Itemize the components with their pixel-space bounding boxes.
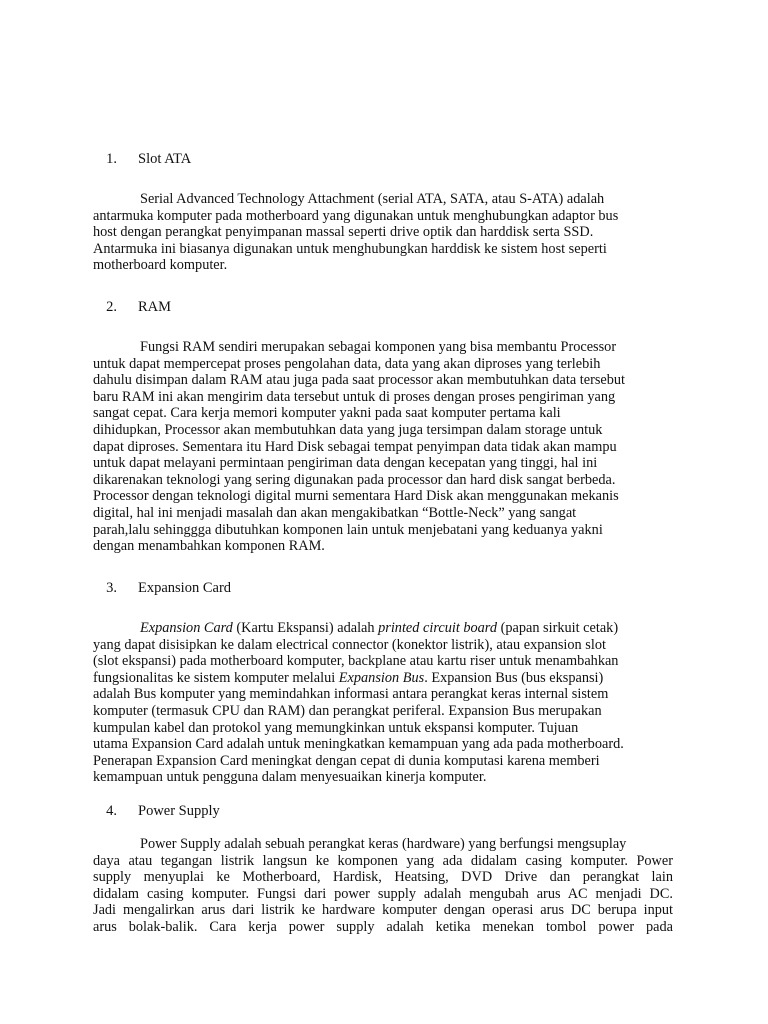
- text-line: utama Expansion Card adalah untuk meningkatkan kemampuan yang ada pada motherboard.: [93, 736, 624, 753]
- section-heading-expansion-card: [93, 580, 673, 597]
- italic-term: Expansion Card: [140, 620, 233, 636]
- section-heading-power-supply: [93, 803, 673, 820]
- text-line: Processor dengan teknologi digital murni sementara Hard Disk akan menggunakan mekanis: [93, 488, 619, 505]
- text-line: supply menyuplai ke Motherboard, Hardisk, Heatsing, DVD Drive dan perangkat lain: [93, 869, 673, 886]
- text-line: host dengan perangkat penyimpanan massal seperti drive optik dan harddisk serta SSD.: [93, 224, 594, 241]
- heading: [93, 580, 673, 597]
- heading-title: Expansion Card: [138, 580, 232, 596]
- paragraph-expansion-card: [93, 620, 624, 786]
- text-line: motherboard komputer.: [93, 257, 228, 274]
- text-line: antarmuka komputer pada motherboard yang digunakan untuk menghubungkan adaptor bus: [93, 207, 619, 224]
- text-line: yang dapat disisipkan ke dalam electrical connector (konektor listrik), atau expansion slot: [93, 636, 606, 653]
- text-line: Expansion Card (Kartu Ekspansi) adalah printed circuit board (papan sirkuit cetak): [140, 620, 619, 636]
- text-line: dikarenakan teknologi yang sering digunakan pada processor dan hard disk sangat berbeda.: [93, 471, 616, 488]
- text-line: didalam casing komputer. Fungsi dari power supply adalah mengubah arus AC menjadi DC.: [93, 885, 673, 902]
- text-line: dahulu disimpan dalam RAM atau juga pada saat processor akan membutuhkan data tersebut: [93, 372, 626, 389]
- list-number: 1.: [106, 151, 117, 167]
- list-number: 2.: [106, 299, 117, 315]
- text-line: baru RAM ini akan mengirim data tersebut untuk di proses dengan proses pengiriman yang: [93, 388, 616, 405]
- text-line: arus bolak-balik. Cara kerja power supply adalah ketika menekan tombol power pada: [93, 918, 673, 935]
- paragraph-slot-ata: [93, 191, 618, 274]
- text-line: adalah Bus komputer yang memindahkan informasi antara perangkat keras internal sistem: [93, 686, 609, 703]
- paragraph-ram: [93, 339, 625, 555]
- section-heading-ram: [93, 299, 673, 316]
- list-number: 3.: [106, 580, 117, 596]
- heading: [93, 299, 673, 316]
- text-line: Jadi mengalirkan arus dari listrik ke hardware komputer dengan operasi arus DC berupa input: [93, 902, 673, 919]
- text-line: fungsionalitas ke sistem komputer melalui Expansion Bus. Expansion Bus (bus ekspansi): [93, 669, 604, 686]
- heading: [93, 803, 673, 820]
- text-line: komputer (termasuk CPU dan RAM) dan perangkat periferal. Expansion Bus merupakan: [93, 702, 602, 719]
- text-line: Antarmuka ini biasanya digunakan untuk menghubungkan harddisk ke sistem host seperti: [93, 240, 607, 257]
- text-line: dapat diproses. Sementara itu Hard Disk sebagai tempat penyimpan data tidak akan mampu: [93, 438, 617, 455]
- heading-title: Slot ATA: [138, 151, 192, 167]
- text-line: (slot ekspansi) pada motherboard komputer, backplane atau kartu riser untuk menambahkan: [93, 653, 619, 670]
- text-line: Power Supply adalah sebuah perangkat keras (hardware) yang berfungsi mengsuplay: [140, 836, 627, 852]
- paragraph-power-supply: [93, 836, 673, 936]
- text-line: Penerapan Expansion Card meningkat dengan cepat di dunia komputasi karena memberi: [93, 752, 600, 769]
- section-heading-slot-ata: [93, 151, 673, 168]
- text-line: kemampuan untuk pengguna dalam menyesuaikan kinerja komputer.: [93, 769, 487, 786]
- text-line: Serial Advanced Technology Attachment (serial ATA, SATA, atau S-ATA) adalah: [140, 191, 605, 207]
- list-number: 4.: [106, 803, 117, 819]
- text-line: untuk dapat melayani permintaan pengiriman data dengan kecepatan yang tinggi, hal ini: [93, 455, 598, 472]
- italic-term: printed circuit board: [378, 620, 497, 636]
- italic-term: Expansion Bus: [338, 669, 425, 686]
- text-line: Fungsi RAM sendiri merupakan sebagai komponen yang bisa membantu Processor: [140, 339, 617, 355]
- text-line: dihidupkan, Processor akan membutuhkan data yang juga tersimpan dalam storage untuk: [93, 421, 603, 438]
- text-line: dengan menambahkan komponen RAM.: [93, 538, 325, 555]
- text-line: daya atau tegangan listrik langsun ke komponen yang ada didalam casing komputer. Power: [93, 852, 673, 869]
- text-line: sangat cepat. Cara kerja memori komputer yakni pada saat komputer pertama kali: [93, 405, 561, 422]
- heading-title: RAM: [138, 299, 172, 315]
- text-line: untuk dapat mempercepat proses pengolahan data, data yang akan diproses yang terlebih: [93, 355, 601, 372]
- text-line: parah,lalu sehinggga dibutuhkan komponen lain untuk menjebatani yang keduanya yakni: [93, 521, 603, 538]
- text-line: kumpulan kabel dan protokol yang memungkinkan untuk ekspansi komputer. Tujuan: [93, 719, 579, 736]
- heading: [93, 151, 673, 168]
- heading-title: Power Supply: [138, 803, 220, 819]
- text-line: digital, hal ini menjadi masalah dan akan mengakibatkan “Bottle-Neck” yang sangat: [93, 504, 577, 521]
